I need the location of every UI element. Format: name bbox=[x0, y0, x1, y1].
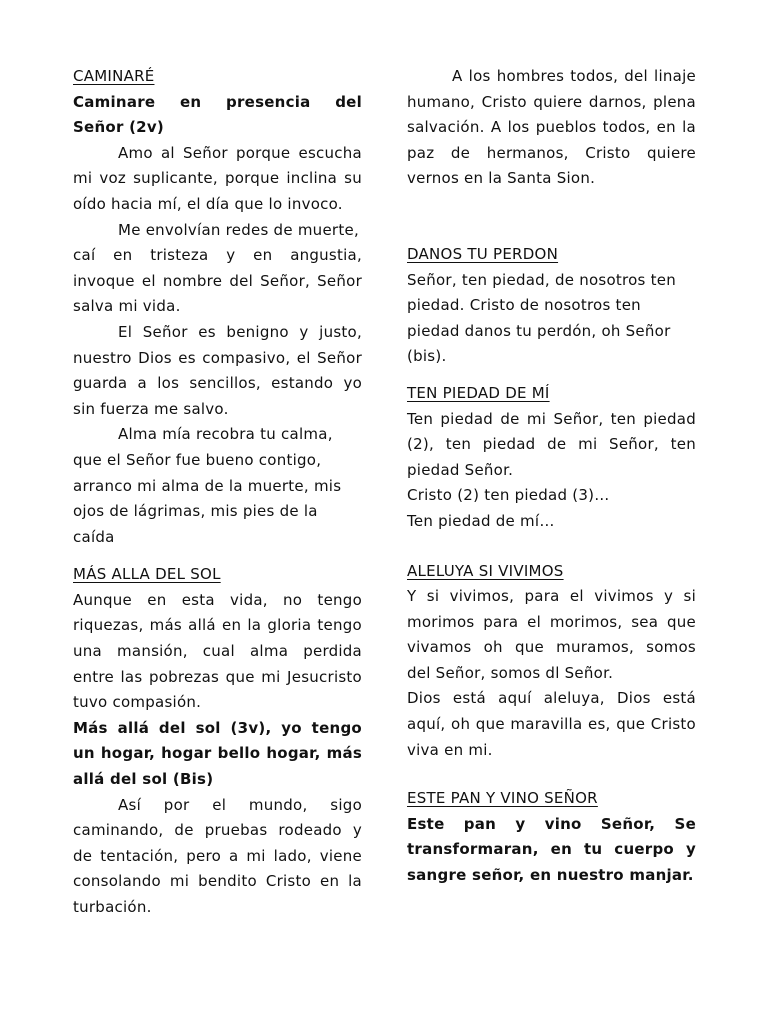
verse-line: del Señor, somos dl Señor. bbox=[407, 663, 614, 682]
verse-line: A los hombres todos, del linaje bbox=[452, 67, 696, 85]
verse-line: humano, Cristo quiere darnos, plena bbox=[407, 92, 696, 111]
verse-line: de tentación, pero a mi lado, viene bbox=[73, 846, 362, 865]
chorus-line: transformaran, en tu cuerpo y bbox=[407, 840, 696, 859]
verse-line: sin fuerza me salvo. bbox=[73, 399, 229, 418]
verse-line: caminando, de pruebas rodeado y bbox=[73, 821, 362, 840]
right-column bbox=[407, 64, 696, 889]
song-aleluya bbox=[407, 559, 696, 764]
chorus-line: sangre señor, en nuestro manjar. bbox=[407, 866, 694, 885]
song-este-pan-y-vino bbox=[407, 786, 696, 888]
chorus-line: Señor (2v) bbox=[73, 118, 165, 137]
verse-line: piedad. Cristo de nosotros ten bbox=[407, 296, 641, 315]
song-title-ten-piedad: TEN PIEDAD DE MÍ bbox=[407, 383, 550, 402]
verse-line: riquezas, más allá en la gloria tengo bbox=[73, 616, 362, 635]
verse-line: turbación. bbox=[73, 898, 152, 916]
verse-line: (2), ten piedad de mi Señor, ten bbox=[407, 435, 696, 454]
verse-line: una mansión, cual alma perdida bbox=[73, 642, 362, 661]
verse-line: (bis). bbox=[407, 347, 447, 366]
song-continuation bbox=[407, 64, 696, 192]
verse-line: ojos de lágrimas, mis pies de la bbox=[73, 502, 318, 521]
verse-line: Ten piedad de mi Señor, ten piedad bbox=[407, 409, 696, 428]
verse-line: nuestro Dios es compasivo, el Señor bbox=[73, 348, 362, 367]
verse-line: salvación. A los pueblos todos, en la bbox=[407, 118, 696, 137]
verse-line: invoque el nombre del Señor, Señor bbox=[73, 271, 362, 290]
verse-line: entre las pobrezas que mi Jesucristo bbox=[73, 667, 362, 686]
verse-line: Señor, ten piedad, de nosotros ten bbox=[407, 270, 677, 289]
song-title-caminare: CAMINARÉ bbox=[73, 67, 155, 85]
song-mas-alla-del-sol bbox=[73, 562, 362, 920]
song-danos-tu-perdon bbox=[407, 242, 696, 370]
verse-line: piedad Señor. bbox=[407, 460, 514, 479]
verse-line: guarda a los sencillos, estando yo bbox=[73, 374, 362, 393]
song-title-aleluya: ALELUYA SI VIVIMOS bbox=[407, 561, 564, 580]
chorus-line: un hogar, hogar bello hogar, más bbox=[73, 744, 362, 763]
left-column bbox=[73, 64, 362, 921]
verse-line: Amo al Señor porque escucha bbox=[118, 143, 362, 162]
song-caminare bbox=[73, 64, 362, 550]
verse-line: caída bbox=[73, 527, 115, 546]
chorus-line: Este pan y vino Señor, Se bbox=[407, 814, 696, 833]
verse-line: Alma mía recobra tu calma, bbox=[118, 425, 333, 444]
verse-line: consolando mi bendito Cristo en la bbox=[73, 872, 362, 891]
verse-line: Me envolvían redes de muerte, bbox=[118, 220, 359, 239]
verse-line: El Señor es benigno y justo, bbox=[118, 322, 362, 341]
verse-line: mi voz suplicante, porque inclina su bbox=[73, 169, 362, 188]
chorus-line: Caminare en presencia del bbox=[73, 92, 362, 111]
verse-line: vernos en la Santa Sion. bbox=[407, 169, 596, 188]
verse-line: Así por el mundo, sigo bbox=[118, 795, 362, 814]
verse-line: salva mi vida. bbox=[73, 297, 181, 316]
verse-line: Cristo (2) ten piedad (3)… bbox=[407, 486, 610, 505]
verse-line: Dios está aquí aleluya, Dios está bbox=[407, 689, 696, 708]
verse-line: morimos para el morimos, sea que bbox=[407, 612, 696, 631]
chorus-line: allá del sol (Bis) bbox=[73, 770, 214, 789]
verse-line: caí en tristeza y en angustia, bbox=[73, 246, 362, 265]
verse-line: viva en mi. bbox=[407, 740, 493, 759]
song-title-mas-alla: MÁS ALLA DEL SOL bbox=[73, 565, 221, 584]
verse-line: aquí, oh que maravilla es, que Cristo bbox=[407, 715, 696, 734]
verse-line: paz de hermanos, Cristo quiere bbox=[407, 143, 696, 162]
chorus-line: Más allá del sol (3v), yo tengo bbox=[73, 718, 362, 737]
verse-line: tuvo compasión. bbox=[73, 693, 202, 712]
song-title-pan-vino: ESTE PAN Y VINO SEÑOR bbox=[407, 789, 598, 808]
verse-line: Aunque en esta vida, no tengo bbox=[73, 590, 362, 609]
verse-line: Ten piedad de mí… bbox=[407, 511, 555, 530]
verse-line: que el Señor fue bueno contigo, bbox=[73, 450, 322, 469]
verse-line: Y si vivimos, para el vivimos y si bbox=[407, 587, 696, 606]
song-title-danos: DANOS TU PERDON bbox=[407, 244, 559, 263]
song-ten-piedad bbox=[407, 381, 696, 535]
verse-line: arranco mi alma de la muerte, mis bbox=[73, 476, 342, 495]
verse-line: vivamos oh que muramos, somos bbox=[407, 638, 696, 657]
verse-line: oído hacia mí, el día que lo invoco. bbox=[73, 194, 343, 213]
verse-line: piedad danos tu perdón, oh Señor bbox=[407, 321, 671, 340]
